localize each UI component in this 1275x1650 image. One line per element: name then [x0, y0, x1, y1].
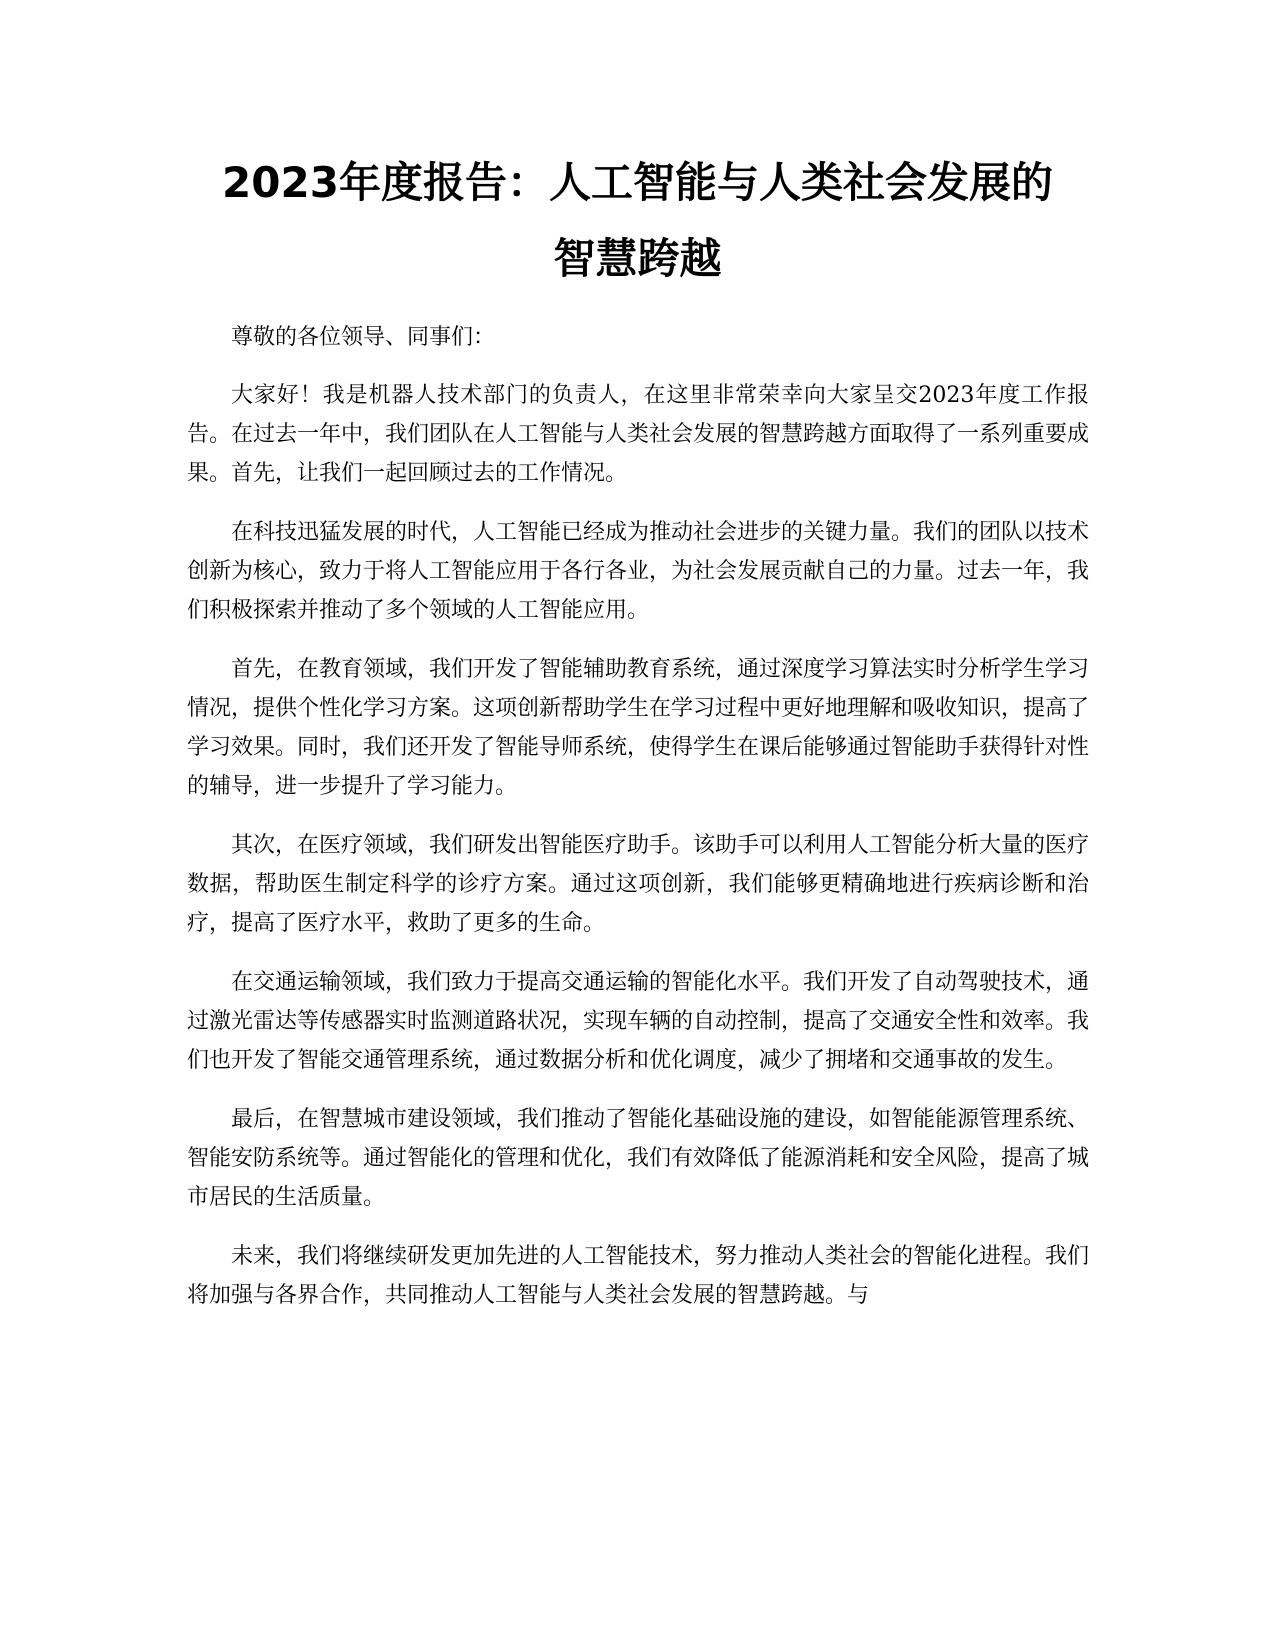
paragraph-6: 最后，在智慧城市建设领域，我们推动了智能化基础设施的建设，如智能能源管理系统、智能安防系统等。通过智能化的管理和优化，我们有效降低了能源消耗和安全风险，提高了城市居民的生活质量。	[187, 1107, 1090, 1210]
paragraph-4: 其次，在医疗领域，我们研发出智能医疗助手。该助手可以利用人工智能分析大量的医疗数据，帮助医生制定科学的诊疗方案。通过这项创新，我们能够更精确地进行疾病诊断和治疗，提高了医疗水平，救助了更多的生命。	[187, 833, 1090, 936]
document-title-line-1: 2023年度报告：人工智能与人类社会发展的	[222, 158, 1053, 207]
paragraph-1: 大家好！我是机器人技术部门的负责人，在这里非常荣幸向大家呈交2023年度工作报告。在过去一年中，我们团队在人工智能与人类社会发展的智慧跨越方面取得了一系列重要成果。首先，让我们一起回顾过去的工作情况。	[187, 383, 1090, 486]
paragraph-5: 在交通运输领域，我们致力于提高交通运输的智能化水平。我们开发了自动驾驶技术，通过激光雷达等传感器实时监测道路状况，实现车辆的自动控制，提高了交通安全性和效率。我们也开发了智能交通管理系统，通过数据分析和优化调度，减少了拥堵和交通事故的发生。	[187, 970, 1090, 1073]
salutation: 尊敬的各位领导、同事们：	[231, 325, 496, 350]
paragraph-3: 首先，在教育领域，我们开发了智能辅助教育系统，通过深度学习算法实时分析学生学习情况，提供个性化学习方案。这项创新帮助学生在学习过程中更好地理解和吸收知识，提高了学习效果。同时，我们还开发了智能导师系统，使得学生在课后能够通过智能助手获得针对性的辅导，进一步提升了学习能力。	[187, 657, 1090, 799]
paragraph-2: 在科技迅猛发展的时代，人工智能已经成为推动社会进步的关键力量。我们的团队以技术创新为核心，致力于将人工智能应用于各行各业，为社会发展贡献自己的力量。过去一年，我们积极探索并推动了多个领域的人工智能应用。	[187, 520, 1090, 623]
paragraph-7: 未来，我们将继续研发更加先进的人工智能技术，努力推动人类社会的智能化进程。我们将加强与各界合作，共同推动人工智能与人类社会发展的智慧跨越。与	[187, 1244, 1090, 1308]
document-title-line-2: 智慧跨越	[553, 234, 722, 283]
document-body	[187, 318, 1089, 1335]
